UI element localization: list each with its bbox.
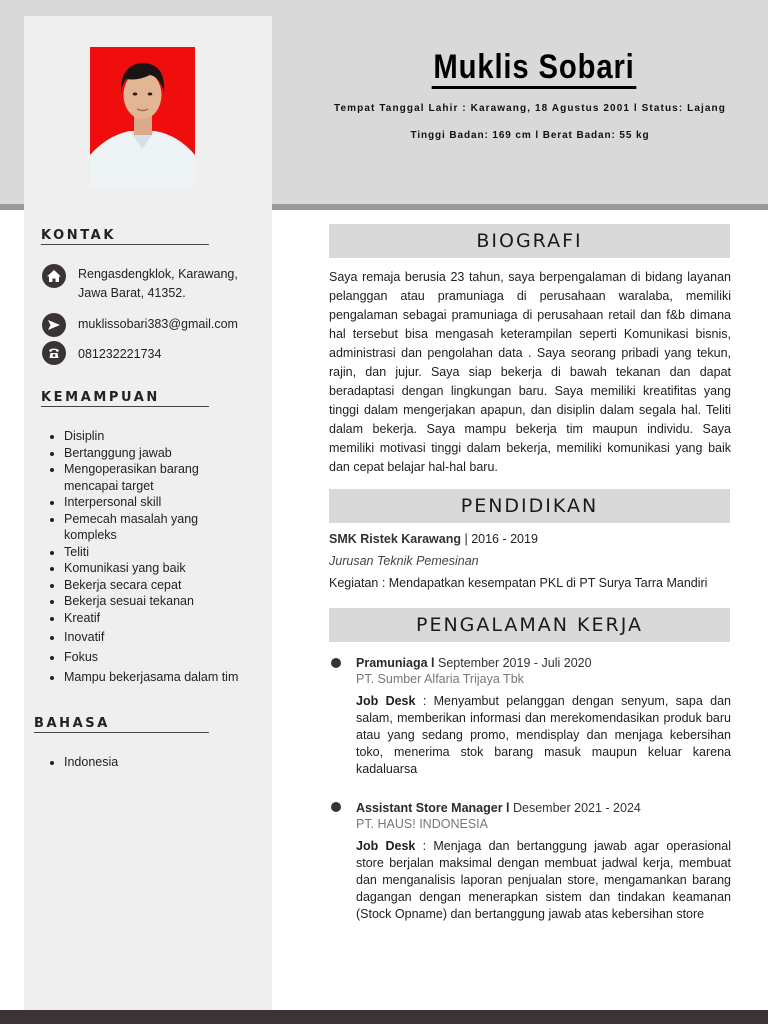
job-description <box>356 838 731 923</box>
school-period: | 2016 - 2019 <box>464 532 538 546</box>
skill-item: • Kreatif <box>64 610 289 627</box>
timeline-dot <box>331 658 341 668</box>
skill-item: • Pemecah masalah yang kompleks <box>64 511 214 544</box>
job-company: PT. Sumber Alfaria Trijaya Tbk <box>356 672 524 686</box>
job-period: Desember 2021 - 2024 <box>513 801 641 815</box>
experience-heading: PENGALAMAN KERJA <box>329 608 730 642</box>
timeline-dot <box>331 802 341 812</box>
biography-heading: BIOGRAFI <box>329 224 730 258</box>
education-school-row <box>329 532 538 546</box>
job-desc-text: : Menjaga dan bertanggung jawab agar operasional store berjalan maksimal dengan membuat jadwal kerja, membuat dan menganalisis laporan penjualan store, mengamankan barang dagangan dengan menerapkan sistem dan tindakan keamanan (Stock Opname) dan bertanggung jawab atas kebersihan store <box>356 839 731 921</box>
job-title: Assistant Store Manager l <box>356 801 510 815</box>
person-photo-icon <box>90 47 195 187</box>
skill-item: • Mengoperasikan barang mencapai target <box>64 461 214 494</box>
skill-item: • Inovatif <box>64 629 289 646</box>
job-desc-label: Job Desk <box>356 839 416 853</box>
education-major: Jurusan Teknik Pemesinan <box>329 554 479 568</box>
skill-item: • Komunikasi yang baik <box>64 560 289 577</box>
job-title: Pramuniaga l <box>356 656 435 670</box>
job-desc-text: : Menyambut pelanggan dengan senyum, sapa dan salam, memberikan informasi dan merekomendasikan produk baru atau yang sedang promo, mendisplay dan menjaga kebersihan toko, menerima stok barang masuk maupun keluar karena kadaluarsa <box>356 694 731 776</box>
candidate-name: Muklis Sobari <box>300 48 768 89</box>
skill-item: • Mampu bekerjasama dalam tim <box>64 669 289 686</box>
address-line2: Jawa Barat, 41352. <box>78 286 186 300</box>
skills-list <box>40 428 289 686</box>
language-heading: BAHASA <box>34 716 209 733</box>
contact-heading: KONTAK <box>41 228 209 245</box>
skill-item: • Bekerja secara cepat <box>64 577 289 594</box>
skill-item: • Disiplin <box>64 428 289 445</box>
skill-item: • Interpersonal skill <box>64 494 289 511</box>
language-list <box>40 753 118 771</box>
phone-icon <box>42 341 66 365</box>
biography-text: Saya remaja berusia 23 tahun, saya berpengalaman di bidang layanan pelanggan atau pramuniaga di perusahaan waralaba, memiliki pengalaman sebagai pramuniaga di perusahaan retail dan f&b dimana hal tersebut bisa mengasah keterampilan seperti Komunikasi bisnis, administrasi dan pengolahan data . Saya seorang pribadi yang tekun, rajin, dan jujur. Saya siap bekerja di bawah tekanan dan dapat beradaptasi dengan lingkungan baru. Saya memiliki kreatifitas yang tinggi dalam mengerjakan apapun, dan disiplin dalam segala hal. Teliti dalam bekerja. Saya mampu bekerja tim maupun individu. Saya memiliki motivasi tinggi dalam bekerja, memiliki komunikasi yang baik dan cepat belajar hal-hal baru. <box>329 270 731 474</box>
job-title-row <box>356 656 592 670</box>
job-title-row <box>356 801 641 815</box>
skill-item: • Teliti <box>64 544 289 561</box>
home-icon <box>42 264 66 288</box>
job-period: September 2019 - Juli 2020 <box>437 656 592 670</box>
footer-bar <box>0 1010 768 1024</box>
phone-number[interactable]: 081232221734 <box>78 347 162 361</box>
profile-photo <box>90 47 195 187</box>
job-description <box>356 693 731 778</box>
skill-item: • Bekerja sesuai tekanan <box>64 593 289 610</box>
address-line1: Rengasdengklok, Karawang, <box>78 267 238 281</box>
skill-item: • Fokus <box>64 649 289 666</box>
birth-status-info: Tempat Tanggal Lahir : Karawang, 18 Agustus 2001 l Status: Lajang <box>334 103 726 114</box>
language-item: • Indonesia <box>64 753 118 771</box>
job-desc-label: Job Desk <box>356 694 416 708</box>
skills-heading: KEMAMPUAN <box>41 390 209 407</box>
education-heading: PENDIDIKAN <box>329 489 730 523</box>
send-icon <box>42 313 66 337</box>
skill-item: • Bertanggung jawab <box>64 445 289 462</box>
height-weight-info: Tinggi Badan: 169 cm l Berat Badan: 55 kg <box>410 130 650 141</box>
job-company: PT. HAUS! INDONESIA <box>356 817 488 831</box>
email-link[interactable]: muklissobari383@gmail.com <box>78 317 238 331</box>
school-name: SMK Ristek Karawang <box>329 532 461 546</box>
education-activity: Kegiatan : Mendapatkan kesempatan PKL di PT Surya Tarra Mandiri <box>329 576 708 590</box>
